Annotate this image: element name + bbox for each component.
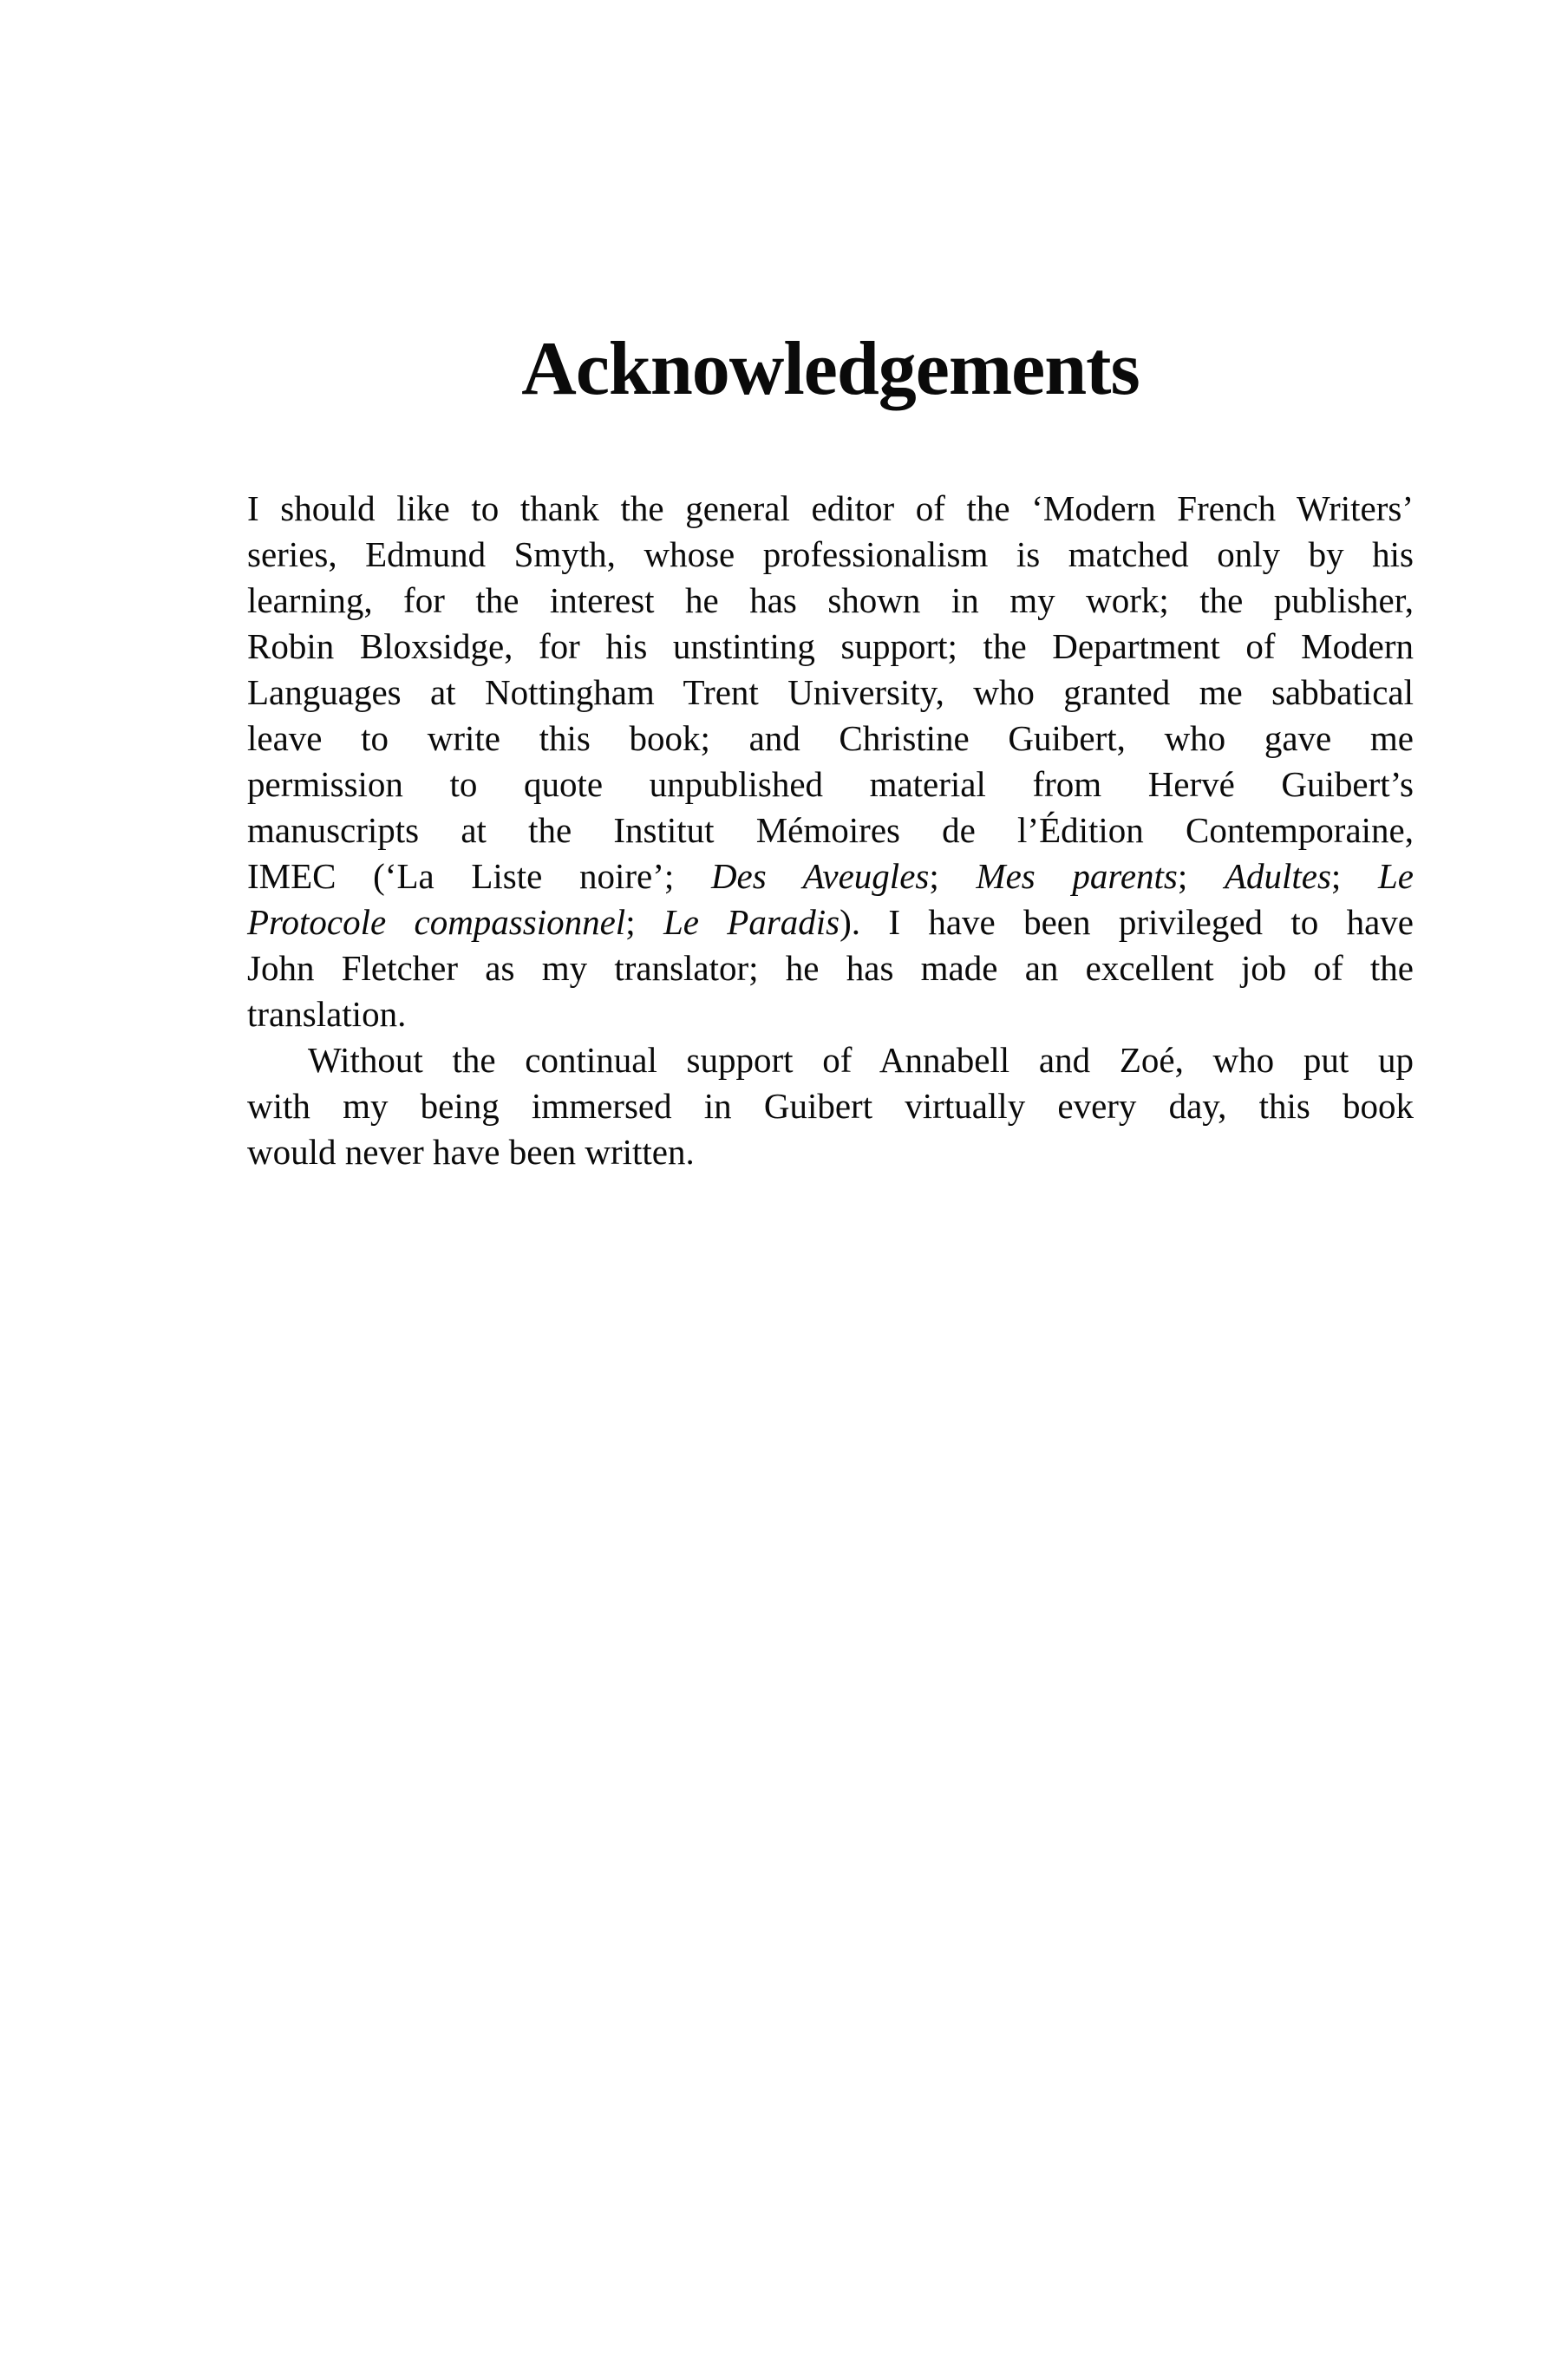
- text-segment: learning, for the interest he has shown in my work; the publisher,: [247, 580, 1414, 620]
- italic-text-segment: Protocole compassionnel: [247, 902, 626, 942]
- body-text: [247, 486, 1414, 1175]
- text-line: [247, 991, 1414, 1037]
- italic-text-segment: Le Paradis: [663, 902, 840, 942]
- text-segment: leave to write this book; and Christine Guibert, who gave me: [247, 718, 1414, 758]
- italic-text-segment: Des Aveugles: [710, 856, 930, 896]
- text-segment: with my being immersed in Guibert virtually every day, this book: [247, 1086, 1414, 1126]
- text-segment: ;: [1177, 856, 1225, 896]
- text-line: [247, 1037, 1414, 1083]
- text-segment: ). I have been privileged to have: [840, 902, 1414, 942]
- text-segment: IMEC (‘La Liste noire’;: [247, 856, 711, 896]
- text-segment: John Fletcher as my translator; he has made an excellent job of the: [247, 948, 1414, 988]
- text-line: [247, 716, 1414, 762]
- text-line: [247, 808, 1414, 853]
- text-segment: Robin Bloxsidge, for his unstinting support; the Department of Modern: [247, 626, 1414, 666]
- text-line: [247, 532, 1414, 578]
- italic-text-segment: Mes parents: [976, 856, 1178, 896]
- text-line: [247, 1083, 1414, 1129]
- italic-text-segment: Adultes: [1224, 856, 1331, 896]
- text-segment: series, Edmund Smyth, whose professionalism is matched only by his: [247, 534, 1414, 574]
- text-segment: translation.: [247, 994, 407, 1034]
- page-title: Acknowledgements: [521, 327, 1140, 411]
- text-segment: manuscripts at the Institut Mémoires de l’Édition Contemporaine,: [247, 810, 1414, 850]
- text-segment: I should like to thank the general editor of the ‘Modern French Writers’: [247, 488, 1414, 528]
- text-line: [247, 899, 1414, 945]
- text-line: [247, 762, 1414, 808]
- text-line: [247, 1129, 1414, 1175]
- text-line: [247, 853, 1414, 899]
- text-segment: ;: [1330, 856, 1378, 896]
- text-line: [247, 670, 1414, 716]
- text-line: [247, 486, 1414, 532]
- italic-text-segment: Le: [1377, 856, 1414, 896]
- text-segment: ;: [625, 902, 663, 942]
- text-segment: ;: [929, 856, 977, 896]
- text-line: [247, 624, 1414, 670]
- text-line: [247, 578, 1414, 624]
- text-segment: Without the continual support of Annabell and Zoé, who put up: [308, 1040, 1414, 1080]
- text-segment: permission to quote unpublished material from Hervé Guibert’s: [247, 764, 1414, 804]
- text-segment: would never have been written.: [247, 1132, 695, 1172]
- text-segment: Languages at Nottingham Trent University, who granted me sabbatical: [247, 672, 1414, 712]
- text-line: [247, 945, 1414, 991]
